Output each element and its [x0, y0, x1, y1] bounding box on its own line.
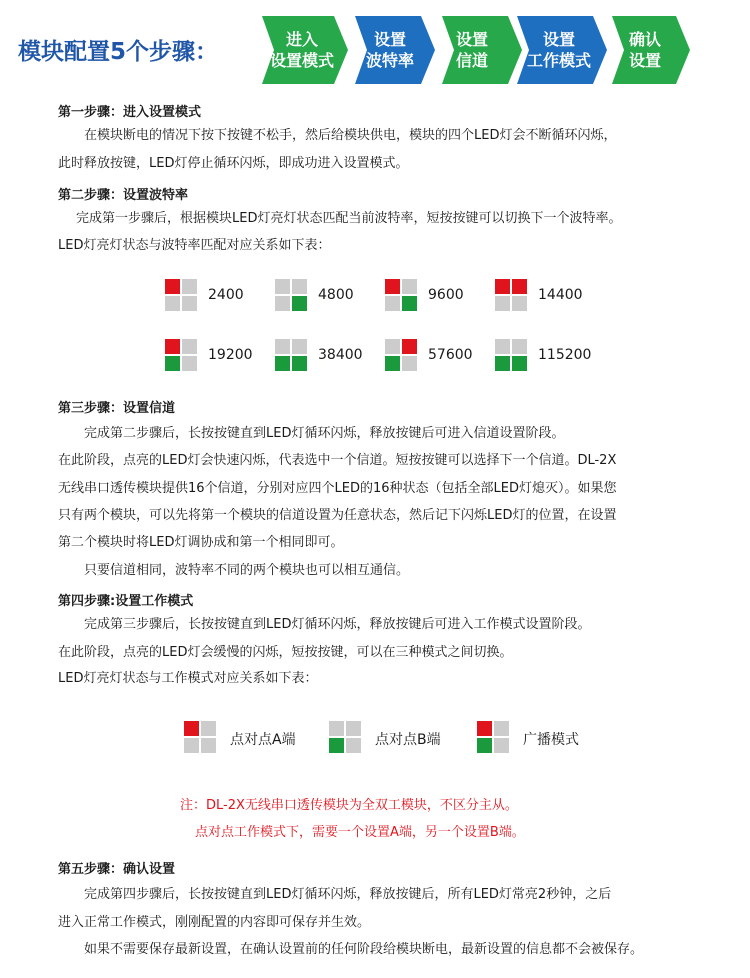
- step4-paragraph: 完成第三步骤后，长按按键直到LED灯循环闪烁，释放按键后可进入工作模式设置阶段。: [84, 617, 591, 632]
- led-grid-icon: [184, 721, 216, 753]
- note-point-to-point: 点对点工作模式下，需要一个设置A端，另一个设置B端。: [195, 825, 525, 840]
- led-top-left-red: [477, 721, 492, 736]
- led-bottom-left-off: [184, 738, 199, 753]
- work-mode-label: 点对点B端: [375, 732, 441, 748]
- step3-paragraph: 完成第二步骤后，长按按键直到LED灯循环闪烁，释放按键后可进入信道设置阶段。: [84, 426, 565, 441]
- step5-paragraph: 进入正常工作模式，刚刚配置的内容即可保存并生效。: [58, 915, 371, 930]
- led-top-right-red: [512, 279, 527, 294]
- led-bottom-right-green: [512, 356, 527, 371]
- led-top-left-red: [385, 279, 400, 294]
- step-banner-set-workmode: 设置 工作模式: [517, 16, 607, 84]
- work-mode-label: 点对点A端: [230, 732, 296, 748]
- led-grid-icon: [275, 339, 307, 371]
- led-top-right-off: [182, 279, 197, 294]
- baud-rate-label: 2400: [208, 287, 244, 303]
- led-bottom-left-green: [385, 356, 400, 371]
- led-top-left-red: [165, 279, 180, 294]
- step2-heading: 第二步骤：设置波特率: [58, 188, 189, 203]
- led-bottom-right-off: [402, 356, 417, 371]
- step-banner-confirm: 确认 设置: [612, 16, 690, 84]
- step4-heading: 第四步骤:设置工作模式: [58, 594, 194, 609]
- note-full-duplex: 注：DL-2X无线串口透传模块为全双工模块，不区分主从。: [180, 798, 518, 813]
- step3-paragraph: 无线串口透传模块提供16个信道，分别对应四个LED的16种状态（包括全部LED灯熄灭）。如果您: [58, 481, 617, 496]
- led-bottom-left-green: [477, 738, 492, 753]
- led-bottom-left-green: [165, 356, 180, 371]
- step2-paragraph: LED灯亮灯状态与波特率匹配对应关系如下表：: [58, 238, 331, 253]
- led-grid-icon: [385, 279, 417, 311]
- step3-paragraph: 只有两个模块，可以先将第一个模块的信道设置为任意状态，然后记下闪烁LED灯的位置，在设置: [58, 508, 617, 523]
- baud-rate-label: 115200: [538, 347, 592, 363]
- step-banner-set-channel: 设置 信道: [442, 16, 522, 84]
- step4-paragraph: LED灯亮灯状态与工作模式对应关系如下表：: [58, 671, 318, 686]
- step5-paragraph: 完成第四步骤后，长按按键直到LED灯循环闪烁，释放按键后，所有LED灯常亮2秒钟，之后: [84, 887, 612, 902]
- led-bottom-right-off: [346, 738, 361, 753]
- led-bottom-right-off: [201, 738, 216, 753]
- led-top-right-off: [292, 279, 307, 294]
- baud-rate-label: 14400: [538, 287, 583, 303]
- led-grid-icon: [165, 279, 197, 311]
- baud-rate-label: 4800: [318, 287, 354, 303]
- step5-heading: 第五步骤：确认设置: [58, 862, 176, 877]
- led-grid-icon: [329, 721, 361, 753]
- led-top-right-off: [346, 721, 361, 736]
- work-mode-label: 广播模式: [523, 732, 579, 748]
- led-bottom-left-off: [495, 296, 510, 311]
- led-bottom-right-off: [182, 356, 197, 371]
- led-grid-icon: [477, 721, 509, 753]
- led-top-right-off: [292, 339, 307, 354]
- step-banner-set-baud: 设置 波特率: [355, 16, 435, 84]
- led-bottom-right-green: [292, 296, 307, 311]
- step1-paragraph: 此时释放按键，LED灯停止循环闪烁，即成功进入设置模式。: [58, 156, 409, 171]
- led-top-right-off: [494, 721, 509, 736]
- led-top-right-off: [201, 721, 216, 736]
- led-bottom-right-off: [512, 296, 527, 311]
- baud-rate-label: 9600: [428, 287, 464, 303]
- led-top-left-off: [275, 339, 290, 354]
- baud-rate-label: 57600: [428, 347, 473, 363]
- led-top-left-red: [184, 721, 199, 736]
- led-top-right-off: [182, 339, 197, 354]
- led-grid-icon: [275, 279, 307, 311]
- step-banner-enter-setup: 进入 设置模式: [262, 16, 348, 84]
- baud-rate-label: 19200: [208, 347, 253, 363]
- led-top-left-red: [165, 339, 180, 354]
- led-bottom-right-green: [402, 296, 417, 311]
- led-top-right-red: [402, 339, 417, 354]
- led-top-right-off: [402, 279, 417, 294]
- led-top-left-red: [495, 279, 510, 294]
- led-bottom-left-green: [329, 738, 344, 753]
- led-bottom-left-off: [275, 296, 290, 311]
- step3-paragraph: 第二个模块时将LED灯调协成和第一个相同即可。: [58, 535, 344, 550]
- step1-paragraph: 在模块断电的情况下按下按键不松手，然后给模块供电，模块的四个LED灯会不断循环闪烁，: [84, 128, 617, 143]
- step2-paragraph: 完成第一步骤后，根据模块LED灯亮灯状态匹配当前波特率，短按按键可以切换下一个波特率。: [76, 211, 622, 226]
- led-top-right-off: [512, 339, 527, 354]
- led-bottom-right-off: [494, 738, 509, 753]
- step3-heading: 第三步骤：设置信道: [58, 401, 176, 416]
- led-bottom-left-off: [385, 296, 400, 311]
- led-top-left-off: [495, 339, 510, 354]
- step3-paragraph: 只要信道相同，波特率不同的两个模块也可以相互通信。: [84, 563, 410, 578]
- led-grid-icon: [495, 339, 527, 371]
- led-bottom-right-off: [182, 296, 197, 311]
- led-bottom-left-green: [275, 356, 290, 371]
- led-bottom-left-off: [165, 296, 180, 311]
- led-grid-icon: [495, 279, 527, 311]
- step5-paragraph: 如果不需要保存最新设置，在确认设置前的任何阶段给模块断电，最新设置的信息都不会被保存。: [84, 942, 644, 957]
- step4-paragraph: 在此阶段，点亮的LED灯会缓慢的闪烁，短按按键，可以在三种模式之间切换。: [58, 645, 513, 660]
- led-top-left-off: [385, 339, 400, 354]
- step3-paragraph: 在此阶段，点亮的LED灯会快速闪烁，代表选中一个信道。短按按键可以选择下一个信道。DL-2X: [58, 453, 617, 468]
- page-title: 模块配置5个步骤：: [18, 39, 219, 65]
- led-bottom-left-green: [495, 356, 510, 371]
- led-grid-icon: [385, 339, 417, 371]
- led-bottom-right-green: [292, 356, 307, 371]
- led-top-left-off: [329, 721, 344, 736]
- baud-rate-label: 38400: [318, 347, 363, 363]
- step1-heading: 第一步骤：进入设置模式: [58, 105, 202, 120]
- led-top-left-off: [275, 279, 290, 294]
- led-grid-icon: [165, 339, 197, 371]
